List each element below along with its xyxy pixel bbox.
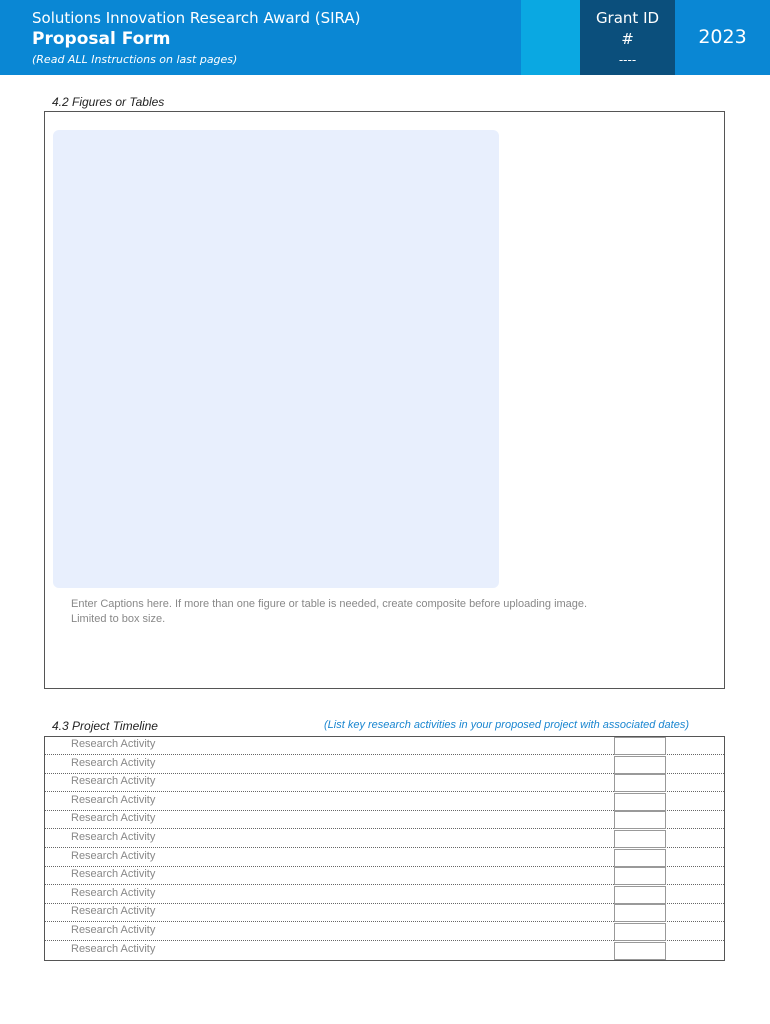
figures-heading: 4.2 Figures or Tables xyxy=(52,95,165,109)
table-row xyxy=(45,923,724,941)
image-upload-area[interactable] xyxy=(53,130,499,588)
date-field[interactable] xyxy=(614,830,666,848)
date-field[interactable] xyxy=(614,942,666,960)
table-row xyxy=(45,904,724,922)
date-field[interactable] xyxy=(614,923,666,941)
table-row xyxy=(45,942,724,960)
table-row xyxy=(45,886,724,904)
grant-id-hash: # xyxy=(621,30,634,48)
table-row xyxy=(45,793,724,811)
table-row xyxy=(45,756,724,774)
year-label: 2023 xyxy=(698,26,747,48)
caption-field[interactable] xyxy=(71,597,631,627)
table-row xyxy=(45,867,724,885)
activity-field[interactable]: Research Activity xyxy=(71,738,156,750)
instructions-link: (Read ALL Instructions on last pages) xyxy=(32,53,238,66)
header-stripe xyxy=(521,0,580,75)
table-row xyxy=(45,737,724,755)
activity-field[interactable]: Research Activity xyxy=(71,756,156,769)
timeline-table xyxy=(44,736,725,961)
activity-field[interactable]: Research Activity xyxy=(71,942,156,955)
activity-field[interactable]: Research Activity xyxy=(71,905,156,918)
date-field[interactable] xyxy=(614,793,666,811)
timeline-note: (List key research activities in your proposed project with associated dates) xyxy=(324,719,690,731)
date-field[interactable] xyxy=(614,867,666,885)
date-field[interactable] xyxy=(614,904,666,922)
activity-field[interactable]: Research Activity xyxy=(71,868,156,881)
grant-id-label: Grant ID xyxy=(595,9,660,27)
date-field[interactable] xyxy=(614,756,666,774)
caption-line-2: Limited to box size. xyxy=(71,613,166,625)
caption-line-1: Enter Captions here. If more than one figure or table is needed, create composite before uploading image. xyxy=(71,598,588,610)
table-row xyxy=(45,774,724,792)
table-row xyxy=(45,849,724,867)
date-field[interactable] xyxy=(614,886,666,904)
table-row xyxy=(45,830,724,848)
grant-id-field[interactable]: ---- xyxy=(618,53,637,67)
date-field[interactable] xyxy=(614,737,666,755)
date-field[interactable] xyxy=(614,849,666,867)
figures-box xyxy=(44,111,725,689)
table-row xyxy=(45,811,724,829)
activity-field[interactable]: Research Activity xyxy=(71,793,156,806)
timeline-heading: 4.3 Project Timeline xyxy=(52,719,158,733)
activity-field[interactable]: Research Activity xyxy=(71,849,156,862)
form-header xyxy=(0,0,770,75)
activity-field[interactable]: Research Activity xyxy=(71,924,156,936)
date-field[interactable] xyxy=(614,811,666,829)
date-field[interactable] xyxy=(614,774,666,792)
activity-field[interactable]: Research Activity xyxy=(71,775,156,788)
org-name: Solutions Innovation Research Award (SIRA) xyxy=(32,9,361,27)
form-title: Proposal Form xyxy=(32,29,171,49)
activity-field[interactable]: Research Activity xyxy=(71,831,156,843)
activity-field[interactable]: Research Activity xyxy=(71,812,156,825)
activity-field[interactable]: Research Activity xyxy=(71,886,156,899)
